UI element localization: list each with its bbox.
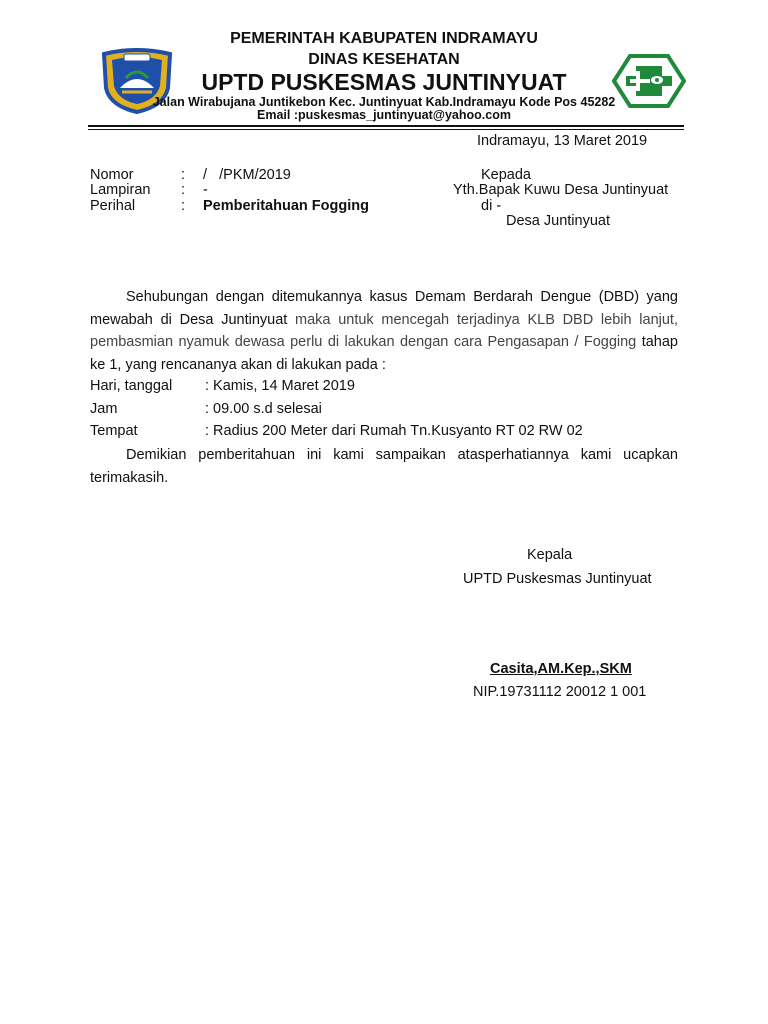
body-paragraph (90, 286, 678, 376)
signature-office: UPTD Puskesmas Juntinyuat (463, 571, 652, 587)
schedule-value-date: : Kamis, 14 Maret 2019 (205, 378, 355, 394)
organization-address: Jalan Wirabujana Juntikebon Kec. Juntinyuat Kab.Indramayu Kode Pos 45282 (152, 95, 616, 109)
lampiran-colon: : (181, 182, 186, 198)
perihal-colon: : (181, 198, 186, 214)
recipient-kepada: Kepada (481, 167, 531, 183)
schedule-value-time: : 09.00 s.d selesai (205, 401, 322, 417)
signature-title: Kepala (527, 547, 573, 563)
recipient-name: Yth.Bapak Kuwu Desa Juntinyuat (453, 182, 669, 198)
schedule-label-place: Tempat (90, 423, 138, 439)
department-name: DINAS KESEHATAN (308, 51, 460, 68)
organization-email: Email :puskesmas_juntinyuat@yahoo.com (257, 108, 511, 122)
perihal-value: Pemberitahuan Fogging (203, 198, 369, 214)
schedule-value-place: : Radius 200 Meter dari Rumah Tn.Kusyanto RT 02 RW 02 (205, 423, 583, 439)
header-rule-thin (88, 129, 684, 130)
perihal-label: Perihal (90, 198, 136, 214)
body-text-c: tahap ke 1, yang rencananya akan di lakukan pada : (90, 334, 678, 373)
recipient-di: di - (481, 198, 502, 214)
closing-block (90, 444, 678, 489)
government-name: PEMERINTAH KABUPATEN INDRAMAYU (230, 30, 538, 47)
signature-name: Casita,AM.Kep.,SKM (490, 661, 632, 677)
schedule-label-date: Hari, tanggal (90, 378, 173, 394)
nomor-colon: : (181, 167, 186, 183)
letter-date: Indramayu, 13 Maret 2019 (477, 133, 648, 149)
lampiran-label: Lampiran (90, 182, 151, 198)
body-text-a: Sehubungan dengan ditemukannya kasus Demam Berdarah Dengue (DBD) yang mewabah di Desa Juntinyuat (90, 289, 678, 328)
body-text-b: maka untuk mencegah terjadinya KLB DBD lebih lanjut, pembasmian nyamuk dewasa perlu di lakukan dengan cara Pengasapan / Fogging (90, 311, 678, 351)
letter-body (90, 286, 678, 376)
organization-name: UPTD PUSKESMAS JUNTINYUAT (201, 69, 567, 95)
header-rule (88, 125, 684, 127)
puskesmas-logo-icon (612, 54, 686, 108)
schedule-label-time: Jam (90, 401, 118, 417)
closing-paragraph: Demikian pemberitahuan ini kami sampaikan atasperhatiannya kami ucapkan terimakasih. (90, 447, 678, 486)
signature-nip: NIP.19731112 20012 1 001 (473, 684, 647, 700)
recipient-place: Desa Juntinyuat (506, 213, 610, 229)
lampiran-value: - (203, 182, 208, 198)
nomor-value: / /PKM/2019 (203, 167, 291, 183)
nomor-label: Nomor (90, 167, 134, 183)
